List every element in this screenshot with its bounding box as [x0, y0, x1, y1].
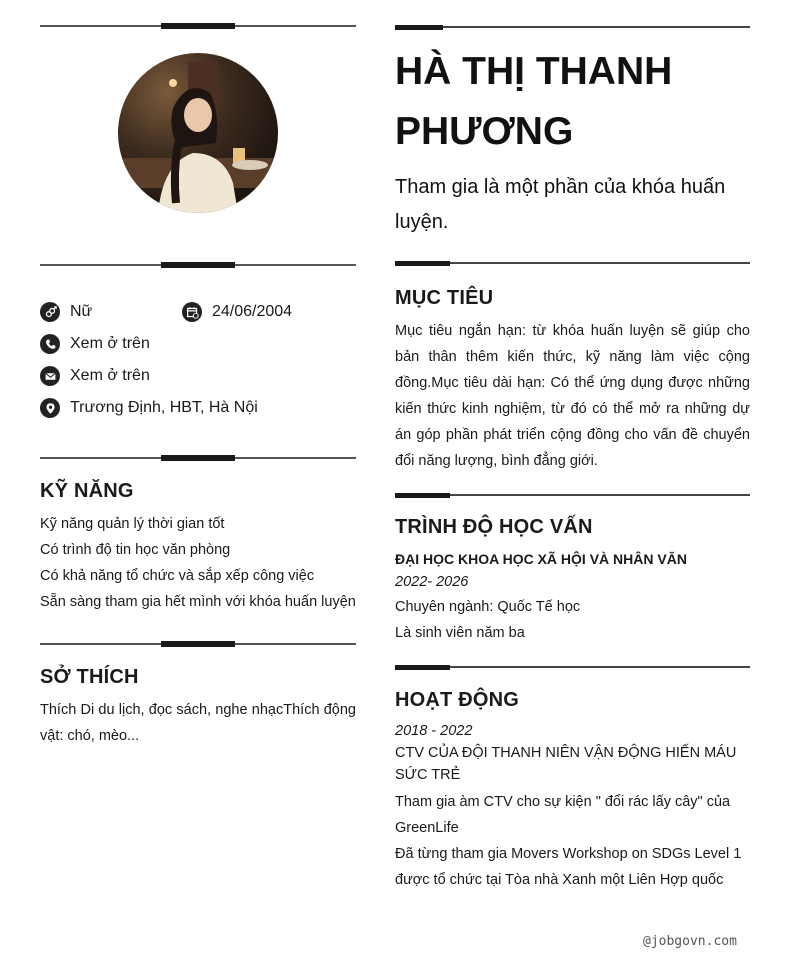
tagline: Tham gia là một phần của khóa huấn luyện. — [395, 176, 726, 233]
education-major: Chuyên ngành: Quốc Tế học — [395, 599, 581, 615]
phone-value: Xem ở trên — [70, 335, 150, 352]
profile-photo — [118, 53, 278, 213]
gender-icon — [40, 302, 60, 322]
objective-title: MỤC TIÊU — [395, 287, 494, 309]
phone-icon — [40, 334, 60, 354]
skill-item: Sẵn sàng tham gia hết mình với khóa huấn luyện — [40, 594, 356, 610]
activities-period: 2018 - 2022 — [395, 723, 473, 739]
email-row — [40, 366, 150, 386]
activities-org: CTV CỦA ĐỘI THANH NIÊN VẬN ĐỘNG HIẾN MÁU SỨC TRẺ — [395, 745, 737, 783]
candidate-name: HÀ THỊ THANH PHƯƠNG — [395, 50, 673, 153]
objective-text: Mục tiêu ngắn hạn: từ khóa huấn luyện sẽ giúp cho bản thân thêm kiến thức, kỹ năng làm việc cộng đồng.Mục tiêu dài hạn: Có thể ứng dụng được những kiến thức kinh nghiệm, từ đó có thể mở ra những dự án góp phần phát triển cộng đồng cho vấn đề chuyển đổi năng lượng, bình đẳng giới. — [395, 323, 750, 469]
email-value: Xem ở trên — [70, 367, 150, 384]
education-title: TRÌNH ĐỘ HỌC VẤN — [395, 516, 593, 538]
activities-title: HOẠT ĐỘNG — [395, 689, 520, 711]
address-value: Trương Định, HBT, Hà Nội — [70, 399, 258, 416]
divider — [395, 665, 750, 670]
skills-title: KỸ NĂNG — [40, 480, 134, 502]
gender-value: Nữ — [70, 303, 93, 320]
location-icon — [40, 398, 60, 418]
divider — [40, 23, 356, 29]
activities-desc: Đã từng tham gia Movers Workshop on SDGs Level 1 được tổ chức tại Tòa nhà Xanh một Liên Hợp quốc — [395, 846, 742, 888]
watermark: @jobgovn.com — [643, 934, 737, 949]
hobbies-title: SỞ THÍCH — [40, 666, 139, 688]
birthdate-value: 24/06/2004 — [212, 303, 293, 320]
skill-item: Kỹ năng quản lý thời gian tốt — [40, 516, 225, 532]
divider — [40, 262, 356, 268]
education-year: Là sinh viên năm ba — [395, 625, 525, 641]
gender-row — [40, 302, 92, 322]
divider — [395, 261, 750, 266]
skill-item: Có trình độ tin học văn phòng — [40, 542, 231, 558]
school-name: ĐẠI HỌC KHOA HỌC XÃ HỘI VÀ NHÂN VĂN — [395, 551, 687, 567]
calendar-icon — [182, 302, 202, 322]
hobbies-text: Thích Di du lịch, đọc sách, nghe nhạcThích động vật: chó, mèo... — [40, 702, 356, 744]
skill-item: Có khả năng tổ chức và sắp xếp công việc — [40, 568, 315, 584]
education-period: 2022- 2026 — [395, 574, 469, 590]
activities-desc: Tham gia àm CTV cho sự kiện " đổi rác lấy cây" của GreenLife — [395, 794, 731, 836]
birthdate-row — [182, 302, 292, 322]
address-row — [40, 398, 258, 418]
divider — [40, 455, 356, 461]
divider — [395, 25, 750, 30]
divider — [40, 641, 356, 647]
phone-row — [40, 334, 150, 354]
divider — [395, 493, 750, 498]
email-icon — [40, 366, 60, 386]
